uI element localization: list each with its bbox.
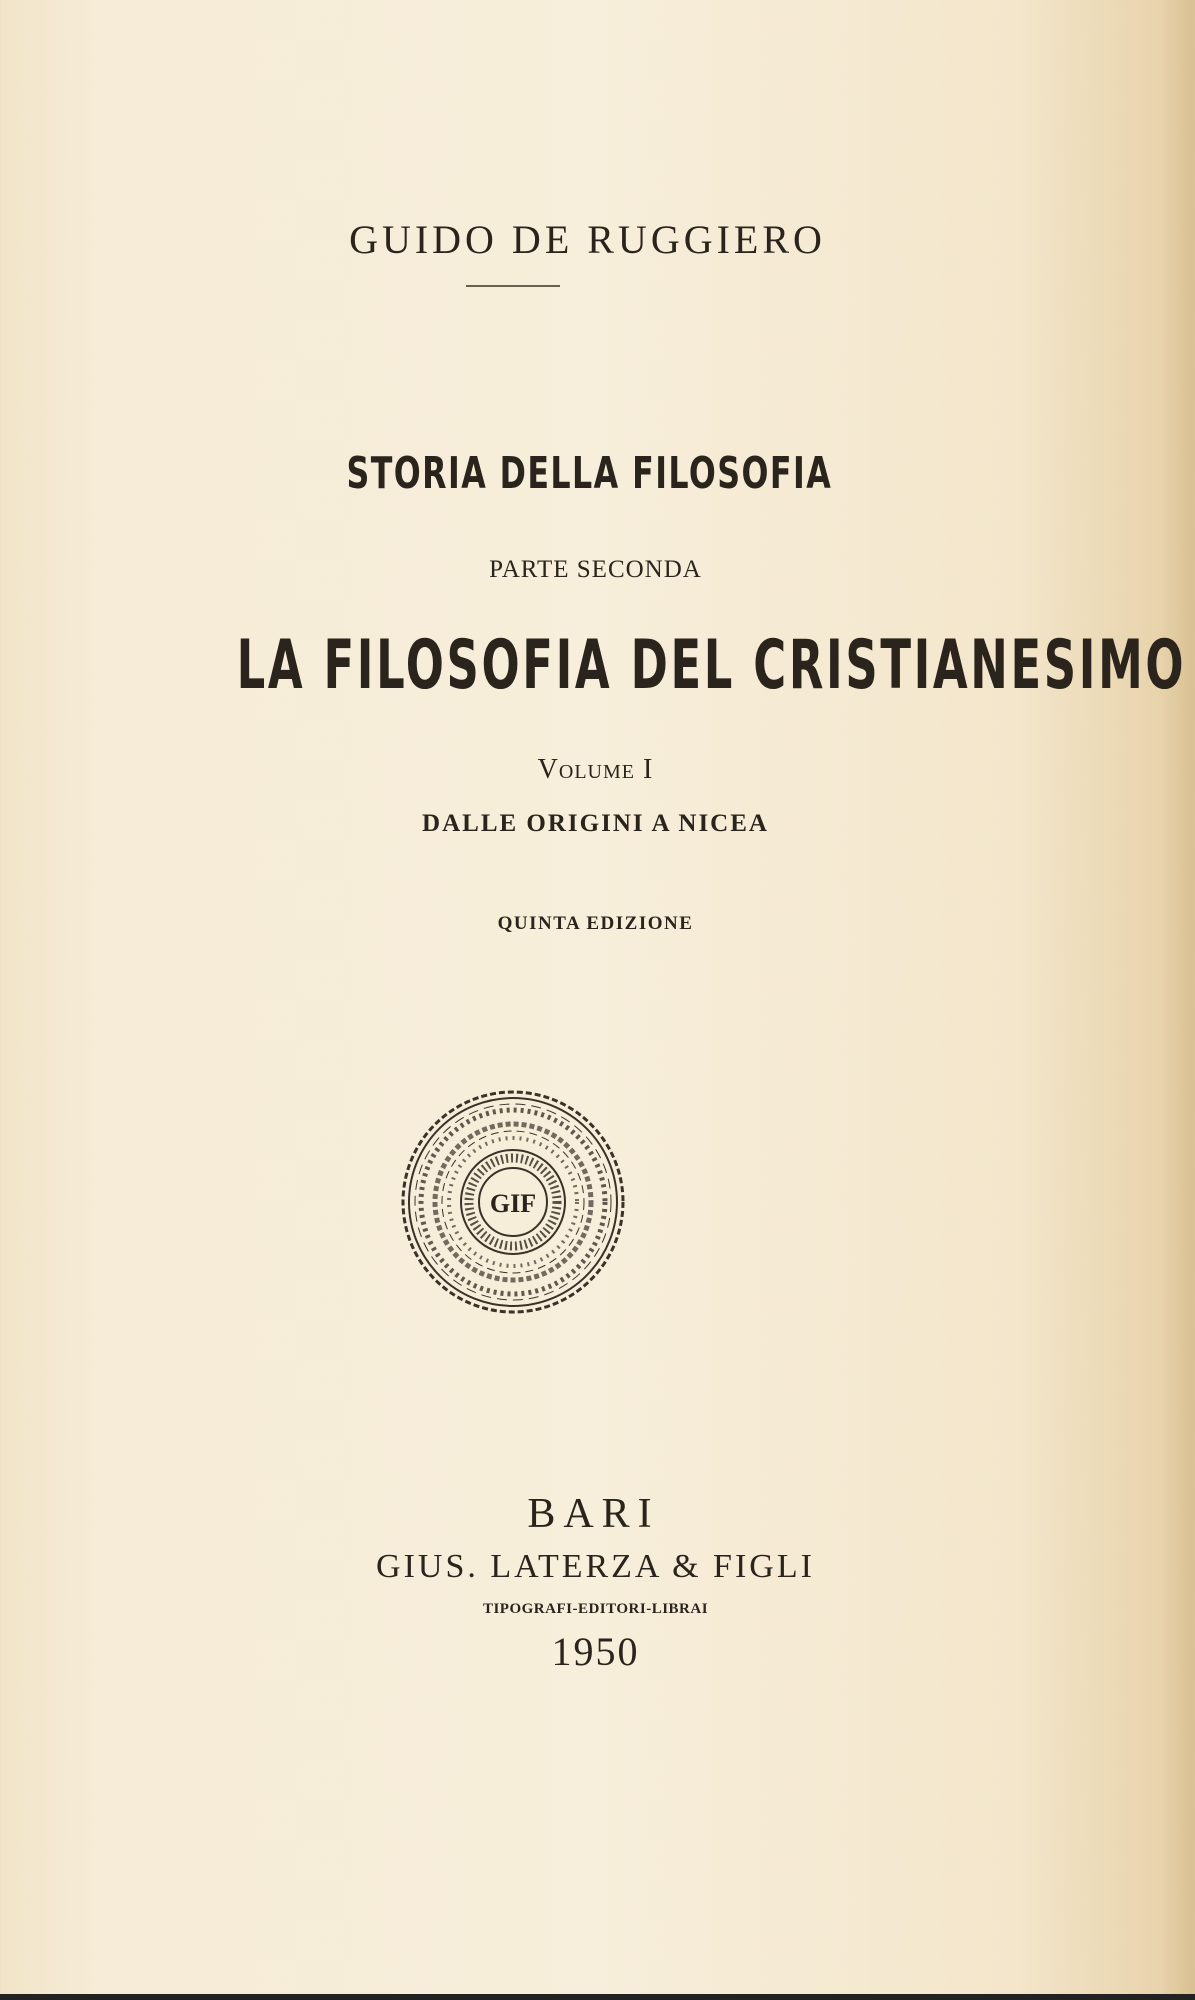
series-title-text: STORIA DELLA FILOSOFIA (346, 448, 833, 499)
publisher-emblem-icon (398, 1087, 628, 1317)
svg-text:GIF: GIF (489, 1189, 537, 1218)
edition-label: QUINTA EDIZIONE (497, 913, 694, 934)
imprint-year: 1950 (551, 1629, 640, 1674)
book-title (0, 626, 1187, 705)
imprint-trade: TIPOGRAFI-EDITORI-LIBRAI (482, 1601, 709, 1617)
volume-subtitle: DALLE ORIGINI A NICEA (422, 810, 769, 837)
book-title-text: LA FILOSOFIA DEL CRISTIANESIMO (236, 626, 1187, 705)
volume-label: Volume I (537, 754, 654, 785)
part-label: PARTE SECONDA (489, 556, 702, 583)
imprint-city: BARI (527, 1491, 660, 1537)
series-title (0, 448, 1187, 499)
divider-rule (466, 285, 560, 287)
imprint-publisher: GIUS. LATERZA & FIGLI (376, 1548, 815, 1585)
scan-edge (0, 1994, 1195, 2000)
author-name: GUIDO DE RUGGIERO (349, 217, 826, 262)
